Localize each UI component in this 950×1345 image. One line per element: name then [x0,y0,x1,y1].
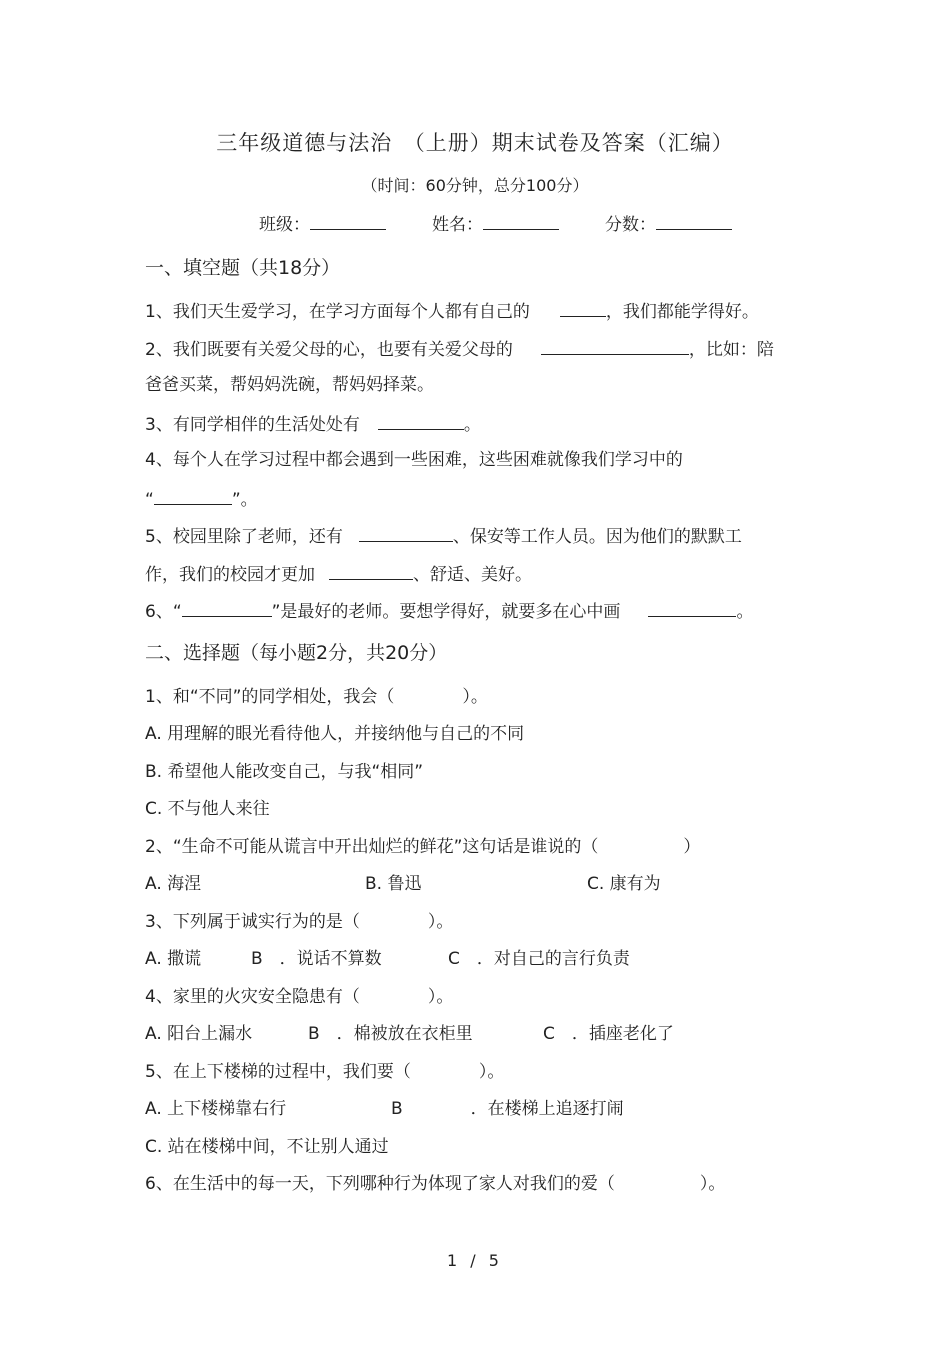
mc-option[interactable]: C ．对自己的言行负责 [448,949,630,969]
answer-blank[interactable] [378,413,464,430]
question-4: 4、每个人在学习过程中都会遇到一些困难，这些困难就像我们学习中的 [145,450,683,470]
mc-question-3: 3、下列属于诚实行为的是（ ）。 [145,912,454,932]
mc-option[interactable]: B ．在楼梯上追逐打闹 [391,1099,624,1119]
question-text: ，我们都能学得好。 [605,302,759,322]
question-text: 。 [463,415,481,435]
mc-option[interactable]: A. 阳台上漏水 [145,1024,253,1044]
question-5-continued [145,563,532,585]
section-heading-multiple-choice: 二、选择题（每小题2分，共20分） [145,642,448,664]
mc-option[interactable]: B ．棉被放在衣柜里 [308,1024,473,1044]
question-text: “ [145,490,154,510]
score-label: 分数： [605,215,656,235]
question-text: 1、我们天生爱学习，在学习方面每个人都有自己的 [145,302,530,322]
class-blank[interactable] [310,213,386,230]
question-text: 3、有同学相伴的生活处处有 [145,415,360,435]
mc-option[interactable]: C ．插座老化了 [543,1024,674,1044]
name-field[interactable] [432,213,559,235]
answer-blank[interactable] [329,563,413,580]
score-blank[interactable] [656,213,732,230]
question-5 [145,525,742,547]
question-2 [145,338,774,360]
exam-info: （时间：60分钟，总分100分） [361,176,589,195]
mc-option[interactable]: C. 康有为 [587,874,661,894]
question-text: ”是最好的老师。要想学得好，就要多在心中画 [271,602,621,622]
question-text: 。 [736,602,754,622]
question-1 [145,300,759,322]
mc-question-1: 1、和“不同”的同学相处，我会（ ）。 [145,687,488,707]
answer-blank[interactable] [182,600,272,617]
question-3 [145,413,481,435]
answer-blank[interactable] [541,338,689,355]
mc-option[interactable]: B. 鲁迅 [365,874,422,894]
mc-question-4: 4、家里的火灾安全隐患有（ ）。 [145,987,454,1007]
mc-option[interactable]: A. 海涅 [145,874,202,894]
question-2-continued: 爸爸买菜，帮妈妈洗碗，帮妈妈择菜。 [145,375,434,395]
mc-option[interactable]: A. 撒谎 [145,949,202,969]
question-text: 6、“ [145,602,182,622]
question-text: 、保安等工作人员。因为他们的默默工 [452,527,742,547]
question-text: ”。 [231,490,258,510]
class-label: 班级： [259,215,310,235]
class-field[interactable] [259,213,386,235]
score-field[interactable] [605,213,732,235]
mc-question-5: 5、在上下楼梯的过程中，我们要（ ）。 [145,1062,505,1082]
answer-blank[interactable] [359,525,453,542]
mc-option[interactable]: B. 希望他人能改变自己，与我“相同” [145,762,424,782]
question-4-continued [145,488,258,510]
question-text: 、舒适、美好。 [413,565,532,585]
section-heading-fill-blank: 一、填空题（共18分） [145,257,341,279]
question-6 [145,600,753,622]
answer-blank[interactable] [648,600,736,617]
mc-question-6: 6、在生活中的每一天，下列哪种行为体现了家人对我们的爱（ ）。 [145,1174,726,1194]
answer-blank[interactable] [560,300,606,317]
mc-option[interactable]: C. 不与他人来往 [145,799,270,819]
name-blank[interactable] [483,213,559,230]
question-text: 作，我们的校园才更加 [145,565,315,585]
question-text: 2、我们既要有关爱父母的心，也要有关爱父母的 [145,340,513,360]
question-text: ，比如：陪 [688,340,774,360]
document-title: 三年级道德与法治 （上册）期末试卷及答案（汇编） [216,131,734,155]
question-text: 5、校园里除了老师，还有 [145,527,343,547]
answer-blank[interactable] [154,488,232,505]
mc-question-2: 2、“生命不可能从谎言中开出灿烂的鲜花”这句话是谁说的（ ） [145,837,701,857]
mc-option[interactable]: B ．说话不算数 [251,949,382,969]
mc-option[interactable]: C. 站在楼梯中间，不让别人通过 [145,1137,389,1157]
mc-option[interactable]: A. 上下楼梯靠右行 [145,1099,287,1119]
page-number: 1 / 5 [447,1251,503,1270]
mc-option[interactable]: A. 用理解的眼光看待他人，并接纳他与自己的不同 [145,724,525,744]
name-label: 姓名： [432,215,483,235]
